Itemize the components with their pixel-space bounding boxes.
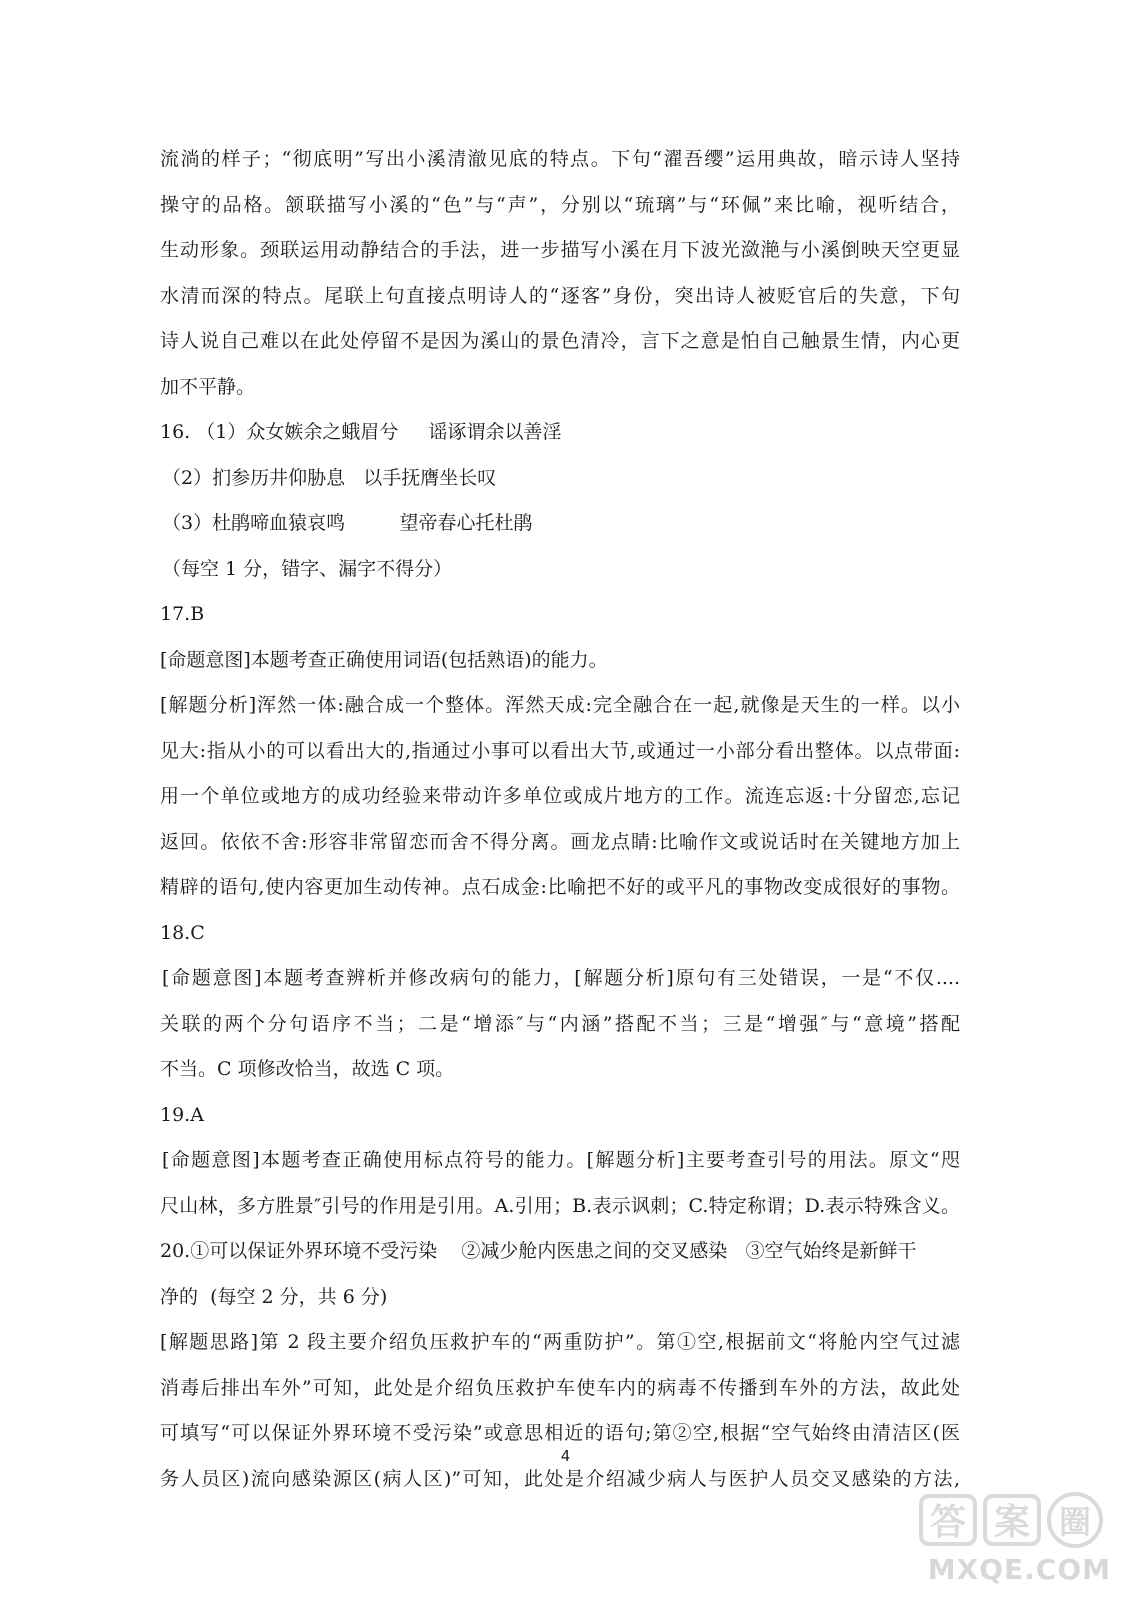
question-17-answer: 17.B [160,603,205,625]
text-line: 不当。C 项修改恰当，故选 C 项。 [160,1058,455,1080]
watermark-site-text: MXQE.COM [927,1553,1111,1586]
text-line: 加不平静。 [160,375,256,398]
watermark-logo-char: 圈 [1058,1503,1092,1541]
text-line: 返回。依依不舍:形容非常留恋而舍不得分离。画龙点睛:比喻作文或说话时在关键地方加上 [160,830,960,853]
question-20-answer: 20.①可以保证外界环境不受污染 ②减少舱内医患之间的交叉感染 ③空气始终是新鲜干 [160,1240,917,1262]
text-line: [命题意图]本题考查辨析并修改病句的能力，[解题分析]原句有三处错误，一是“不仅.... [162,967,960,989]
site-watermark [911,1490,1117,1590]
question-16-line: 16. （1）众女嫉余之蛾眉兮 谣诼谓余以善淫 [160,421,562,443]
watermark-logo-icon [917,1490,1107,1550]
text-line: 操守的品格。颔联描写小溪的“色”与“声”，分别以“琉璃”与“环佩”来比喻，视听结合， [160,193,960,216]
question-19-answer: 19.A [160,1103,204,1126]
text-line: 诗人说自己难以在此处停留不是因为溪山的景色清冷，言下之意是怕自己触景生情，内心更 [160,330,960,352]
watermark-logo-char: 答 [929,1502,967,1543]
question-16-line: （2）扪参历井仰胁息 以手抚膺坐长叹 [162,466,497,489]
text-line: 务人员区)流向感染源区(病人区)”可知，此处是介绍减少病人与医护人员交叉感染的方法, [160,1467,960,1490]
answer-text-body [160,137,960,1502]
scoring-note: （每空 1 分，错字、漏字不得分） [162,557,453,580]
text-line: [解题分析]浑然一体:融合成一个整体。浑然天成:完全融合在一起,就像是天生的一样。以小 [160,694,960,716]
text-line: 消毒后排出车外”可知，此处是介绍负压救护车使车内的病毒不传播到车外的方法，故此处 [160,1376,960,1399]
text-line: 用一个单位或地方的成功经验来带动许多单位或成片地方的工作。流连忘返:十分留恋,忘记 [160,785,960,807]
text-line: [命题意图]本题考查正确使用词语(包括熟语)的能力。 [160,648,608,671]
text-line: 净的 (每空 2 分，共 6 分) [160,1285,388,1308]
text-line: 流淌的样子；“彻底明”写出小溪清澈见底的特点。下句“濯吾缨”运用典故，暗示诗人坚持 [160,148,960,170]
watermark-logo-char: 案 [993,1502,1031,1543]
text-line: [命题意图]本题考查正确使用标点符号的能力。[解题分析]主要考查引号的用法。原文“咫 [162,1149,960,1171]
page-number: 4 [560,1447,571,1465]
text-line: 水清而深的特点。尾联上句直接点明诗人的“逐客”身份，突出诗人被贬官后的失意，下句 [160,284,960,307]
text-line: 尺山林，多方胜景″引号的作用是引用。A.引用；B.表示讽刺；C.特定称谓；D.表示特殊含义。 [160,1194,960,1217]
question-16-line: （3）杜鹃啼血猿哀鸣 望帝春心托杜鹃 [162,512,533,534]
text-line: 关联的两个分句语序不当；二是“增添″与“内涵”搭配不当；三是“增强″与“意境”搭配 [160,1012,960,1035]
question-18-answer: 18.C [160,921,205,944]
text-line: 见大:指从小的可以看出大的,指通过小事可以看出大节,或通过一小部分看出整体。以点带面: [160,739,960,762]
text-line: [解题思路]第 2 段主要介绍负压救护车的“两重防护”。第①空,根据前文“将舱内空气过滤 [160,1331,960,1353]
text-line: 精辟的语句,使内容更加生动传神。点石成金:比喻把不好的或平凡的事物改变成很好的事物。 [160,876,960,898]
text-line: 可填写“可以保证外界环境不受污染”或意思相近的语句;第②空,根据“空气始终由清洁区(医 [160,1422,960,1444]
text-line: 生动形象。颈联运用动静结合的手法，进一步描写小溪在月下波光潋滟与小溪倒映天空更显 [160,239,960,261]
